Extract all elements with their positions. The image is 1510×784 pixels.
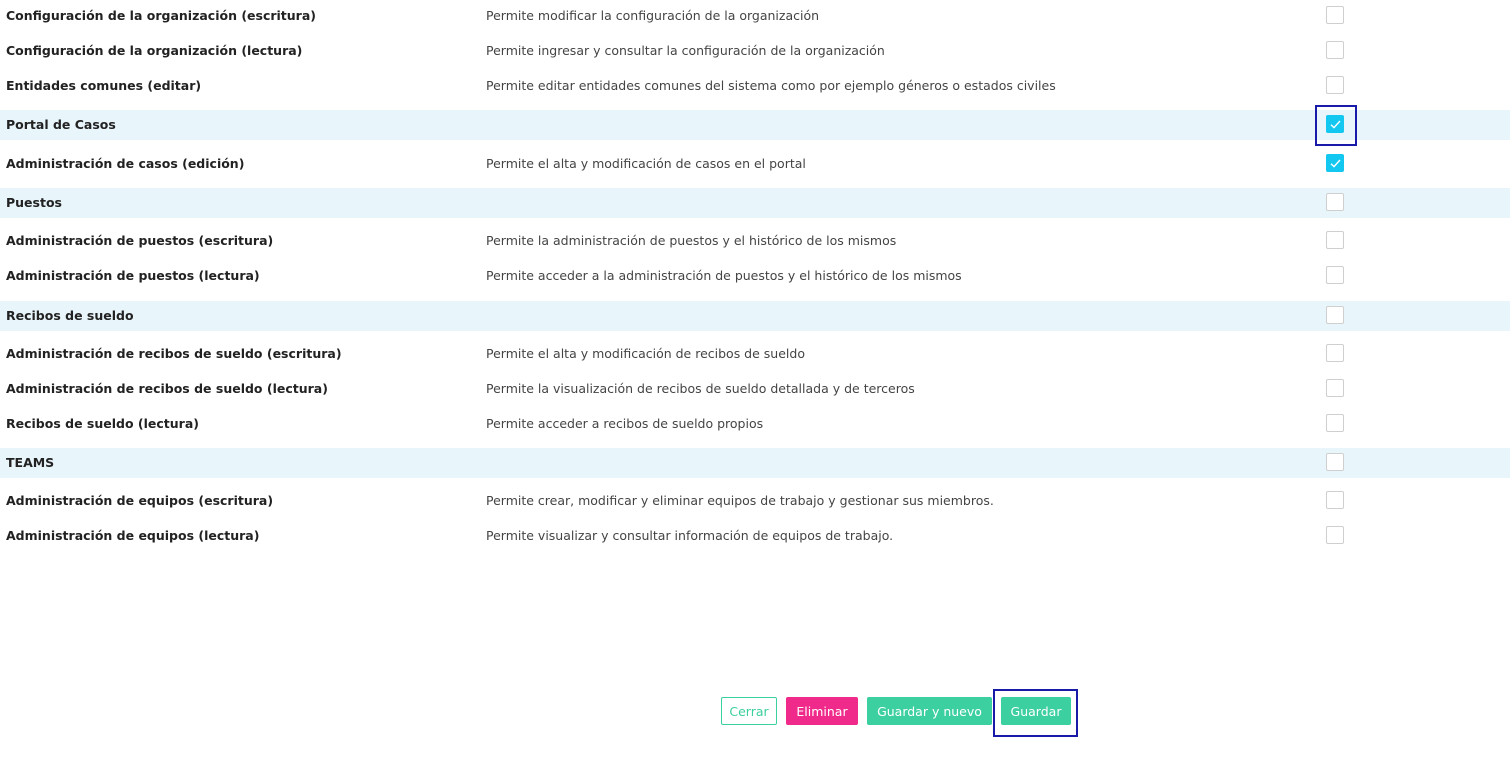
permission-description: Permite acceder a recibos de sueldo propios (486, 416, 764, 431)
permission-row (0, 486, 1510, 516)
permission-description: Permite acceder a la administración de puestos y el histórico de los mismos (486, 268, 962, 283)
permission-group-checkbox[interactable] (1326, 453, 1344, 471)
permission-name: Administración de puestos (escritura) (6, 233, 274, 248)
check-icon (1330, 158, 1341, 169)
permission-group-name: Puestos (6, 195, 62, 210)
permission-row (0, 71, 1510, 101)
focus-highlight (1315, 105, 1357, 146)
permission-row (0, 36, 1510, 66)
permission-checkbox[interactable] (1326, 154, 1344, 172)
permission-row (0, 409, 1510, 439)
permission-group-row (0, 188, 1510, 218)
permission-description: Permite ingresar y consultar la configuración de la organización (486, 43, 885, 58)
permission-description: Permite la administración de puestos y el histórico de los mismos (486, 233, 897, 248)
permission-row (0, 1, 1510, 31)
permission-name: Administración de recibos de sueldo (lectura) (6, 381, 328, 396)
permission-group-name: Recibos de sueldo (6, 308, 134, 323)
permission-checkbox[interactable] (1326, 344, 1344, 362)
permission-checkbox[interactable] (1326, 266, 1344, 284)
permission-name: Administración de casos (edición) (6, 156, 245, 171)
permission-checkbox[interactable] (1326, 414, 1344, 432)
permission-name: Administración de recibos de sueldo (escritura) (6, 346, 342, 361)
permission-group-name: TEAMS (6, 455, 55, 470)
permission-description: Permite el alta y modificación de casos en el portal (486, 156, 806, 171)
permission-group-checkbox[interactable] (1326, 193, 1344, 211)
focus-highlight (993, 689, 1078, 737)
permission-row (0, 261, 1510, 291)
permission-row (0, 521, 1510, 551)
permission-checkbox[interactable] (1326, 526, 1344, 544)
permission-description: Permite editar entidades comunes del sistema como por ejemplo géneros o estados civiles (486, 78, 1056, 93)
permission-group-row (0, 448, 1510, 478)
delete-button[interactable]: Eliminar (786, 697, 858, 725)
permission-description: Permite la visualización de recibos de sueldo detallada y de terceros (486, 381, 915, 396)
permission-name: Administración de equipos (lectura) (6, 528, 260, 543)
permission-checkbox[interactable] (1326, 41, 1344, 59)
permission-row (0, 226, 1510, 256)
permission-description: Permite modificar la configuración de la organización (486, 8, 820, 23)
permission-description: Permite el alta y modificación de recibos de sueldo (486, 346, 805, 361)
permission-description: Permite crear, modificar y eliminar equipos de trabajo y gestionar sus miembros. (486, 493, 994, 508)
permission-name: Entidades comunes (editar) (6, 78, 202, 93)
permission-name: Administración de equipos (escritura) (6, 493, 274, 508)
permission-checkbox[interactable] (1326, 231, 1344, 249)
permission-group-row (0, 301, 1510, 331)
permission-row (0, 149, 1510, 179)
permission-checkbox[interactable] (1326, 76, 1344, 94)
permission-name: Configuración de la organización (escritura) (6, 8, 316, 23)
permission-checkbox[interactable] (1326, 491, 1344, 509)
close-button[interactable]: Cerrar (721, 697, 777, 725)
permission-name: Recibos de sueldo (lectura) (6, 416, 199, 431)
permission-name: Configuración de la organización (lectura) (6, 43, 303, 58)
permission-description: Permite visualizar y consultar información de equipos de trabajo. (486, 528, 894, 543)
permission-group-name: Portal de Casos (6, 117, 116, 132)
permission-checkbox[interactable] (1326, 379, 1344, 397)
save-and-new-button[interactable]: Guardar y nuevo (867, 697, 992, 725)
permission-row (0, 339, 1510, 369)
permission-row (0, 374, 1510, 404)
permission-group-row (0, 110, 1510, 140)
permission-checkbox[interactable] (1326, 6, 1344, 24)
save-button[interactable]: Guardar (1001, 697, 1071, 725)
permission-group-checkbox[interactable] (1326, 306, 1344, 324)
permission-name: Administración de puestos (lectura) (6, 268, 260, 283)
